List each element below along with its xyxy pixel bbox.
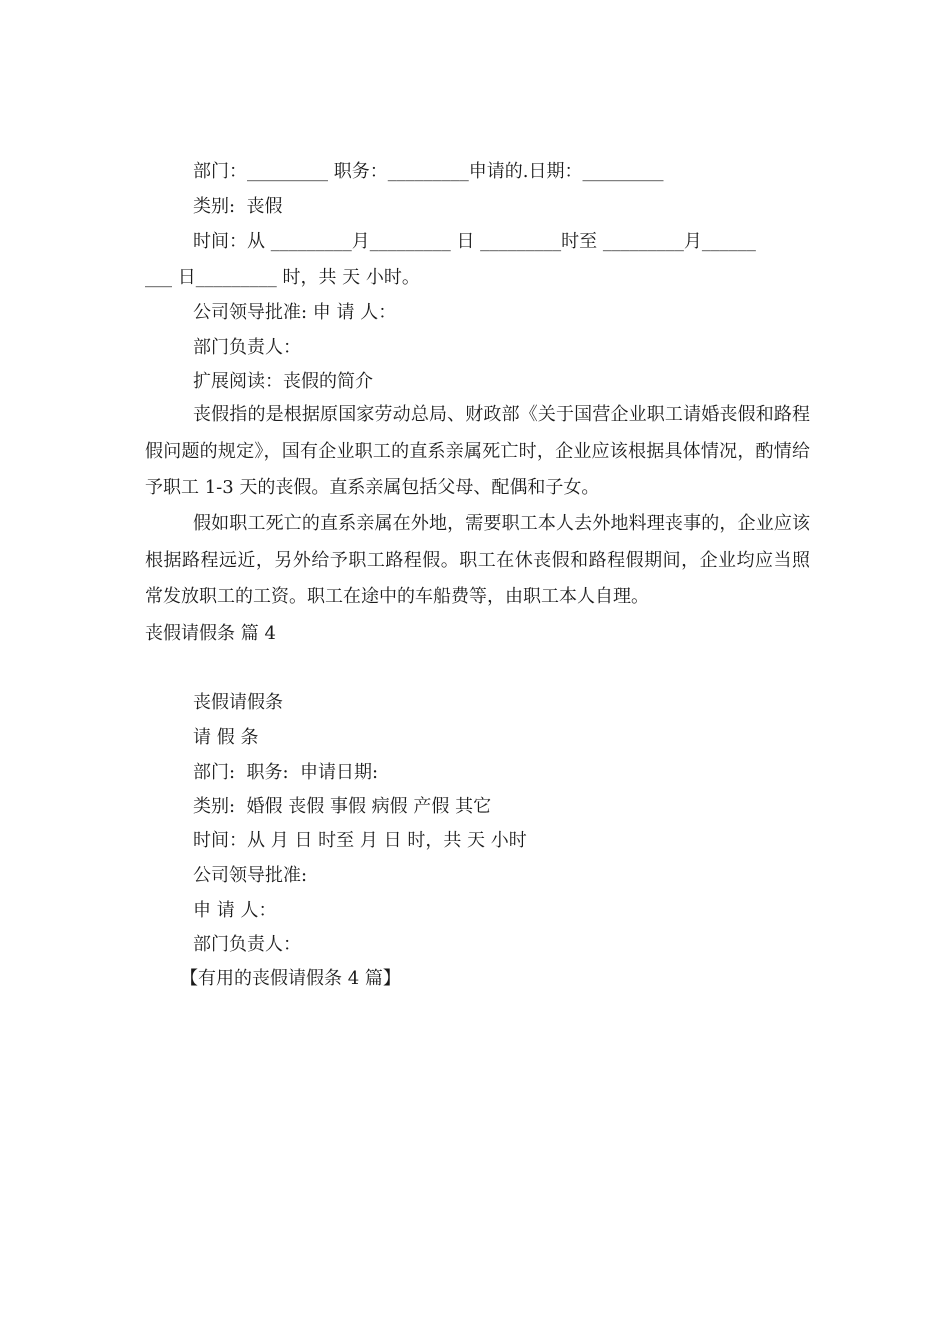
form-category-line: 类别: 婚假 丧假 事假 病假 产假 其它 — [193, 796, 492, 817]
time-line-1: 时间：从 _________月_________ 日 _________时至 _________月______ — [193, 231, 756, 252]
approval-line: 公司领导批准: 申 请 人： — [193, 302, 397, 323]
category-line: 类别: 丧假 — [193, 196, 283, 217]
closing-title: 【有用的丧假请假条 4 篇】 — [180, 968, 401, 989]
form-time-line: 时间：从 月 日 时至 月 日 时，共 天 小时 — [193, 830, 527, 851]
extended-reading-heading: 扩展阅读：丧假的简介 — [193, 371, 373, 392]
form-approval-line: 公司领导批准: — [193, 865, 308, 886]
section-heading: 丧假请假条 篇 4 — [145, 623, 276, 644]
dept-head-line: 部门负责人： — [193, 337, 301, 358]
form-applicant-line: 申 请 人： — [193, 900, 277, 921]
form-subtitle: 请 假 条 — [193, 727, 259, 748]
paragraph-travel-leave: 假如职工死亡的直系亲属在外地，需要职工本人去外地料理丧事的，企业应该根据路程远近，另外给予职工路程假。职工在休丧假和路程假期间，企业均应当照常发放职工的工资。职工在途中的车船费等，由职工本人自理。 — [145, 513, 810, 607]
time-line-2: ___ 日_________ 时，共 天 小时。 — [145, 267, 420, 288]
form-dept-line: 部门: 职务: 申请日期: — [193, 762, 379, 783]
paragraph-bereavement-definition: 丧假指的是根据原国家劳动总局、财政部《关于国营企业职工请婚丧假和路程假问题的规定》，国有企业职工的直系亲属死亡时，企业应该根据具体情况，酌情给予职工 1-3 天的丧假。直系亲属包括父母、配偶和子女。 — [145, 404, 810, 498]
dept-position-date-line: 部门：_________ 职务：_________申请的.日期：_________ — [193, 161, 664, 182]
form-dept-head-line: 部门负责人： — [193, 934, 301, 955]
form-title: 丧假请假条 — [193, 692, 283, 713]
